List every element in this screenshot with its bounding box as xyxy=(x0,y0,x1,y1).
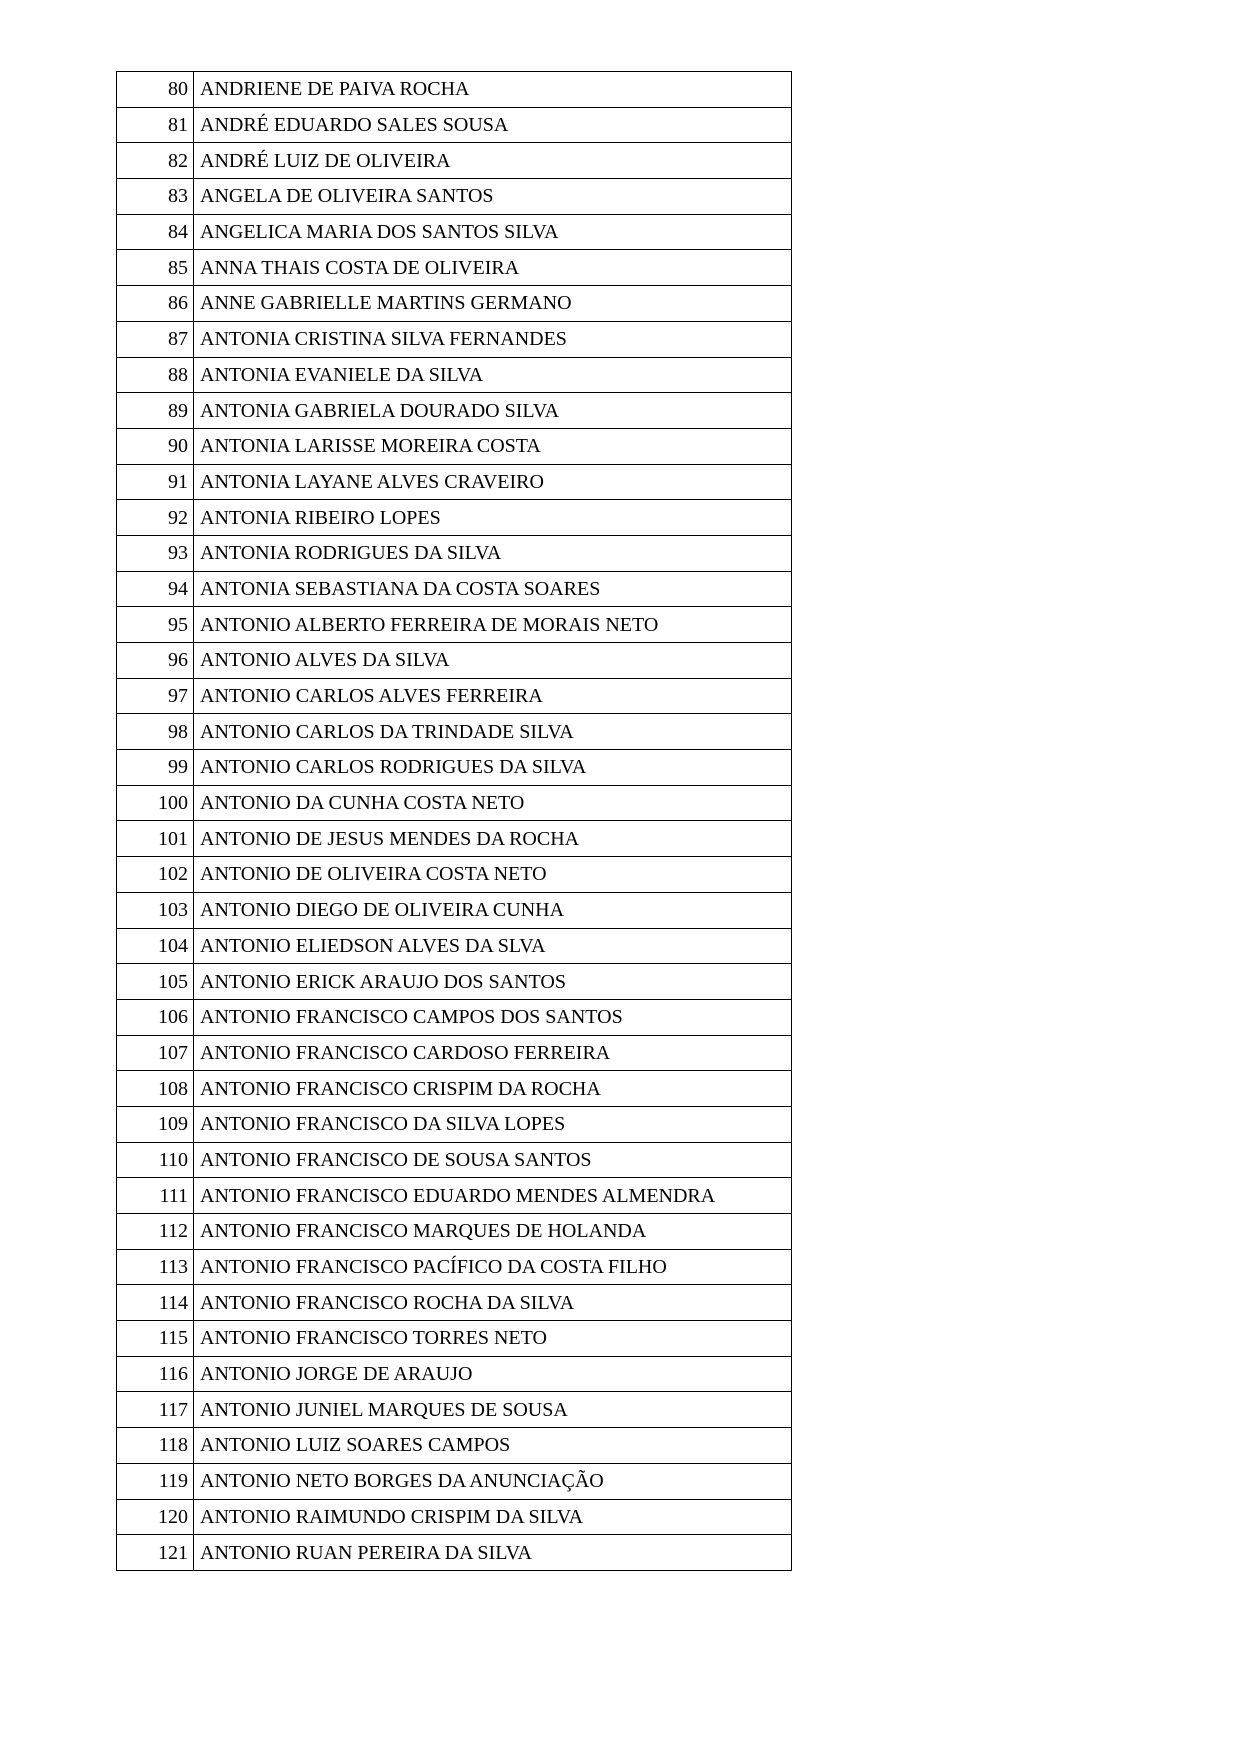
person-name: ANTONIO DE OLIVEIRA COSTA NETO xyxy=(194,857,792,893)
row-number: 106 xyxy=(117,999,194,1035)
table-row xyxy=(117,1214,792,1250)
person-name: ANTONIO FRANCISCO ROCHA DA SILVA xyxy=(194,1285,792,1321)
row-number: 117 xyxy=(117,1392,194,1428)
person-name: ANTONIO DA CUNHA COSTA NETO xyxy=(194,785,792,821)
person-name: ANTONIA RIBEIRO LOPES xyxy=(194,500,792,536)
table-row xyxy=(117,357,792,393)
table-row xyxy=(117,1142,792,1178)
row-number: 80 xyxy=(117,72,194,108)
row-number: 119 xyxy=(117,1463,194,1499)
row-number: 97 xyxy=(117,678,194,714)
person-name: ANTONIO LUIZ SOARES CAMPOS xyxy=(194,1428,792,1464)
table-row xyxy=(117,393,792,429)
row-number: 87 xyxy=(117,321,194,357)
row-number: 115 xyxy=(117,1321,194,1357)
person-name: ANTONIO ERICK ARAUJO DOS SANTOS xyxy=(194,964,792,1000)
person-name: ANTONIA LARISSE MOREIRA COSTA xyxy=(194,428,792,464)
name-list-table xyxy=(116,71,792,1571)
row-number: 96 xyxy=(117,643,194,679)
table-row xyxy=(117,1071,792,1107)
row-number: 98 xyxy=(117,714,194,750)
row-number: 108 xyxy=(117,1071,194,1107)
table-row xyxy=(117,143,792,179)
person-name: ANTONIO CARLOS RODRIGUES DA SILVA xyxy=(194,750,792,786)
table-row xyxy=(117,1106,792,1142)
row-number: 101 xyxy=(117,821,194,857)
person-name: ANTONIO FRANCISCO CARDOSO FERREIRA xyxy=(194,1035,792,1071)
row-number: 121 xyxy=(117,1535,194,1571)
row-number: 116 xyxy=(117,1356,194,1392)
row-number: 112 xyxy=(117,1214,194,1250)
person-name: ANDRÉ LUIZ DE OLIVEIRA xyxy=(194,143,792,179)
row-number: 103 xyxy=(117,892,194,928)
person-name: ANTONIO ALBERTO FERREIRA DE MORAIS NETO xyxy=(194,607,792,643)
row-number: 102 xyxy=(117,857,194,893)
person-name: ANTONIO CARLOS ALVES FERREIRA xyxy=(194,678,792,714)
name-list-body xyxy=(117,72,792,1571)
person-name: ANTONIO FRANCISCO TORRES NETO xyxy=(194,1321,792,1357)
table-row xyxy=(117,643,792,679)
row-number: 92 xyxy=(117,500,194,536)
table-row xyxy=(117,892,792,928)
table-row xyxy=(117,1499,792,1535)
person-name: ANTONIO DE JESUS MENDES DA ROCHA xyxy=(194,821,792,857)
row-number: 95 xyxy=(117,607,194,643)
table-row xyxy=(117,1035,792,1071)
table-row xyxy=(117,179,792,215)
person-name: ANDRÉ EDUARDO SALES SOUSA xyxy=(194,107,792,143)
table-row xyxy=(117,1285,792,1321)
row-number: 114 xyxy=(117,1285,194,1321)
person-name: ANTONIO FRANCISCO PACÍFICO DA COSTA FILHO xyxy=(194,1249,792,1285)
person-name: ANTONIO FRANCISCO EDUARDO MENDES ALMENDRA xyxy=(194,1178,792,1214)
table-row xyxy=(117,571,792,607)
row-number: 105 xyxy=(117,964,194,1000)
person-name: ANGELICA MARIA DOS SANTOS SILVA xyxy=(194,214,792,250)
table-row xyxy=(117,250,792,286)
row-number: 109 xyxy=(117,1106,194,1142)
row-number: 91 xyxy=(117,464,194,500)
table-row xyxy=(117,286,792,322)
table-row xyxy=(117,321,792,357)
row-number: 90 xyxy=(117,428,194,464)
row-number: 107 xyxy=(117,1035,194,1071)
row-number: 113 xyxy=(117,1249,194,1285)
table-row xyxy=(117,785,792,821)
table-row xyxy=(117,999,792,1035)
person-name: ANTONIO JORGE DE ARAUJO xyxy=(194,1356,792,1392)
person-name: ANTONIO ALVES DA SILVA xyxy=(194,643,792,679)
row-number: 83 xyxy=(117,179,194,215)
person-name: ANTONIO CARLOS DA TRINDADE SILVA xyxy=(194,714,792,750)
person-name: ANGELA DE OLIVEIRA SANTOS xyxy=(194,179,792,215)
table-row xyxy=(117,821,792,857)
table-row xyxy=(117,428,792,464)
row-number: 89 xyxy=(117,393,194,429)
person-name: ANTONIA RODRIGUES DA SILVA xyxy=(194,535,792,571)
table-row xyxy=(117,928,792,964)
person-name: ANTONIO RAIMUNDO CRISPIM DA SILVA xyxy=(194,1499,792,1535)
table-row xyxy=(117,678,792,714)
person-name: ANTONIA LAYANE ALVES CRAVEIRO xyxy=(194,464,792,500)
person-name: ANTONIA EVANIELE DA SILVA xyxy=(194,357,792,393)
row-number: 99 xyxy=(117,750,194,786)
table-row xyxy=(117,72,792,108)
person-name: ANTONIO NETO BORGES DA ANUNCIAÇÃO xyxy=(194,1463,792,1499)
person-name: ANTONIO ELIEDSON ALVES DA SLVA xyxy=(194,928,792,964)
row-number: 120 xyxy=(117,1499,194,1535)
table-row xyxy=(117,1321,792,1357)
person-name: ANTONIO JUNIEL MARQUES DE SOUSA xyxy=(194,1392,792,1428)
row-number: 110 xyxy=(117,1142,194,1178)
table-row xyxy=(117,750,792,786)
table-row xyxy=(117,1392,792,1428)
person-name: ANNA THAIS COSTA DE OLIVEIRA xyxy=(194,250,792,286)
table-row xyxy=(117,607,792,643)
table-row xyxy=(117,1463,792,1499)
person-name: ANTONIO DIEGO DE OLIVEIRA CUNHA xyxy=(194,892,792,928)
table-row xyxy=(117,857,792,893)
row-number: 94 xyxy=(117,571,194,607)
table-row xyxy=(117,714,792,750)
person-name: ANTONIO FRANCISCO DE SOUSA SANTOS xyxy=(194,1142,792,1178)
table-row xyxy=(117,1535,792,1571)
person-name: ANTONIO FRANCISCO DA SILVA LOPES xyxy=(194,1106,792,1142)
row-number: 81 xyxy=(117,107,194,143)
table-row xyxy=(117,500,792,536)
table-row xyxy=(117,964,792,1000)
person-name: ANTONIA GABRIELA DOURADO SILVA xyxy=(194,393,792,429)
row-number: 104 xyxy=(117,928,194,964)
person-name: ANDRIENE DE PAIVA ROCHA xyxy=(194,72,792,108)
row-number: 100 xyxy=(117,785,194,821)
row-number: 88 xyxy=(117,357,194,393)
table-row xyxy=(117,1428,792,1464)
person-name: ANTONIO FRANCISCO CRISPIM DA ROCHA xyxy=(194,1071,792,1107)
person-name: ANTONIA SEBASTIANA DA COSTA SOARES xyxy=(194,571,792,607)
row-number: 111 xyxy=(117,1178,194,1214)
table-row xyxy=(117,464,792,500)
person-name: ANTONIA CRISTINA SILVA FERNANDES xyxy=(194,321,792,357)
table-row xyxy=(117,1249,792,1285)
row-number: 82 xyxy=(117,143,194,179)
table-row xyxy=(117,1178,792,1214)
table-row xyxy=(117,535,792,571)
person-name: ANTONIO FRANCISCO MARQUES DE HOLANDA xyxy=(194,1214,792,1250)
table-row xyxy=(117,107,792,143)
person-name: ANTONIO FRANCISCO CAMPOS DOS SANTOS xyxy=(194,999,792,1035)
row-number: 93 xyxy=(117,535,194,571)
row-number: 85 xyxy=(117,250,194,286)
row-number: 86 xyxy=(117,286,194,322)
person-name: ANTONIO RUAN PEREIRA DA SILVA xyxy=(194,1535,792,1571)
row-number: 118 xyxy=(117,1428,194,1464)
person-name: ANNE GABRIELLE MARTINS GERMANO xyxy=(194,286,792,322)
row-number: 84 xyxy=(117,214,194,250)
table-row xyxy=(117,1356,792,1392)
table-row xyxy=(117,214,792,250)
